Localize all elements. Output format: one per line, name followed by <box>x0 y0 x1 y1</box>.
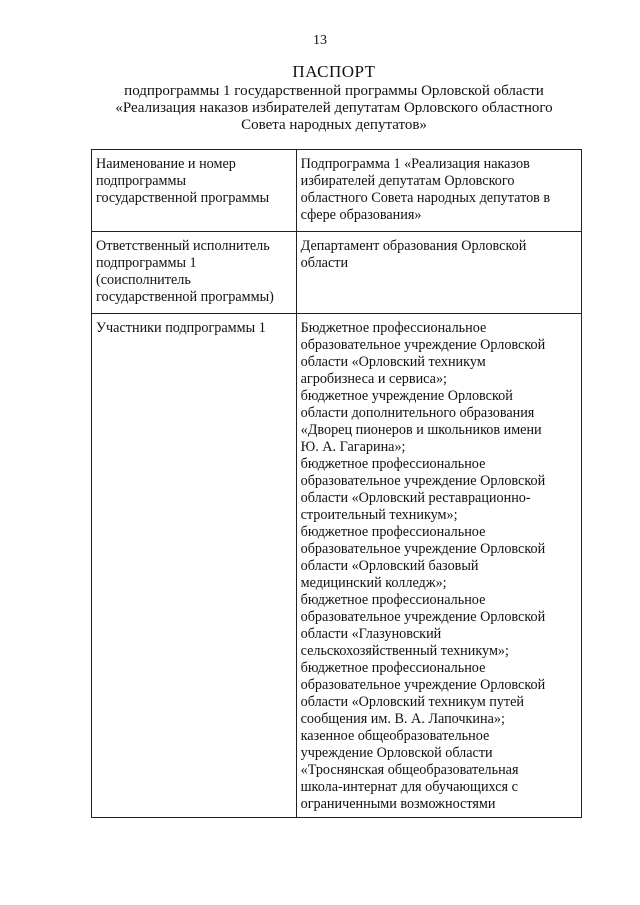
cell-text-line: области «Глазуновский <box>300 626 442 642</box>
cell-text-line: области «Орловский техникум <box>300 354 486 370</box>
cell-text-line: бюджетное учреждение Орловской <box>300 388 513 404</box>
cell-text-line: образовательное учреждение Орловской <box>300 609 546 625</box>
cell-text-line: Подпрограмма 1 «Реализация наказов <box>300 156 530 172</box>
cell-text-line: бюджетное профессиональное <box>300 456 486 472</box>
cell-text-line: Ю. А. Гагарина»; <box>300 439 406 455</box>
cell-text-line: области «Орловский техникум путей <box>300 694 525 710</box>
cell-text-line: области <box>300 255 349 271</box>
passport-table <box>91 149 582 818</box>
row-value-cell <box>296 232 581 314</box>
cell-text-line: «Троснянская общеобразовательная <box>300 762 519 778</box>
passport-table-body <box>92 150 582 818</box>
table-row-executor <box>92 232 582 314</box>
cell-text-line: подпрограммы 1 <box>96 255 197 271</box>
cell-text-line: области «Орловский реставрационно- <box>300 490 531 506</box>
cell-text-line: школа-интернат для обучающихся с <box>300 779 518 795</box>
cell-text-line: (соисполнитель <box>96 272 191 288</box>
cell-text-line: области «Орловский базовый <box>300 558 479 574</box>
subtitle-line: Совета народных депутатов» <box>241 117 427 133</box>
cell-text-line: образовательное учреждение Орловской <box>300 337 546 353</box>
subtitle-line: подпрограммы 1 государственной программы Орловской области <box>124 83 544 99</box>
cell-text-line: сообщения им. В. А. Лапочкина»; <box>300 711 505 727</box>
cell-text-line: бюджетное профессиональное <box>300 524 486 540</box>
cell-text-line: области дополнительного образования <box>300 405 535 421</box>
cell-text-line: государственной программы) <box>96 289 274 305</box>
cell-text-line: образовательное учреждение Орловской <box>300 473 546 489</box>
cell-text-line: образовательное учреждение Орловской <box>300 541 546 557</box>
cell-text-line: «Дворец пионеров и школьников имени <box>300 422 542 438</box>
cell-text-line: Бюджетное профессиональное <box>300 320 487 336</box>
table-row-participants <box>92 314 582 818</box>
row-label-cell <box>92 314 297 818</box>
cell-text-line: медицинский колледж»; <box>300 575 447 591</box>
row-value-cell <box>296 314 581 818</box>
cell-text-line: подпрограммы <box>96 173 186 189</box>
cell-text-line: учреждение Орловской области <box>300 745 493 761</box>
cell-text-line: образовательное учреждение Орловской <box>300 677 546 693</box>
subtitle-line: «Реализация наказов избирателей депутатам Орловского областного <box>115 100 553 116</box>
document-subtitle <box>0 83 640 134</box>
cell-text-line: Участники подпрограммы 1 <box>96 320 266 336</box>
document-title: ПАСПОРТ <box>292 62 376 81</box>
cell-text-line: ограниченными возможностями <box>300 796 496 812</box>
row-label-cell <box>92 232 297 314</box>
cell-text-line: бюджетное профессиональное <box>300 592 486 608</box>
cell-text-line: строительный техникум»; <box>300 507 458 523</box>
cell-text-line: казенное общеобразовательное <box>300 728 490 744</box>
cell-text-line: сфере образования» <box>300 207 422 223</box>
page-number: 13 <box>313 33 327 48</box>
cell-text-line: Департамент образования Орловской <box>300 238 527 254</box>
cell-text-line: избирателей депутатам Орловского <box>300 173 515 189</box>
table-row-name <box>92 150 582 232</box>
cell-text-line: сельскохозяйственный техникум»; <box>300 643 509 659</box>
cell-text-line: агробизнеса и сервиса»; <box>300 371 447 387</box>
row-label-cell <box>92 150 297 232</box>
row-value-cell <box>296 150 581 232</box>
cell-text-line: областного Совета народных депутатов в <box>300 190 551 206</box>
cell-text-line: Ответственный исполнитель <box>96 238 270 254</box>
cell-text-line: Наименование и номер <box>96 156 236 172</box>
cell-text-line: бюджетное профессиональное <box>300 660 486 676</box>
cell-text-line: государственной программы <box>96 190 270 206</box>
